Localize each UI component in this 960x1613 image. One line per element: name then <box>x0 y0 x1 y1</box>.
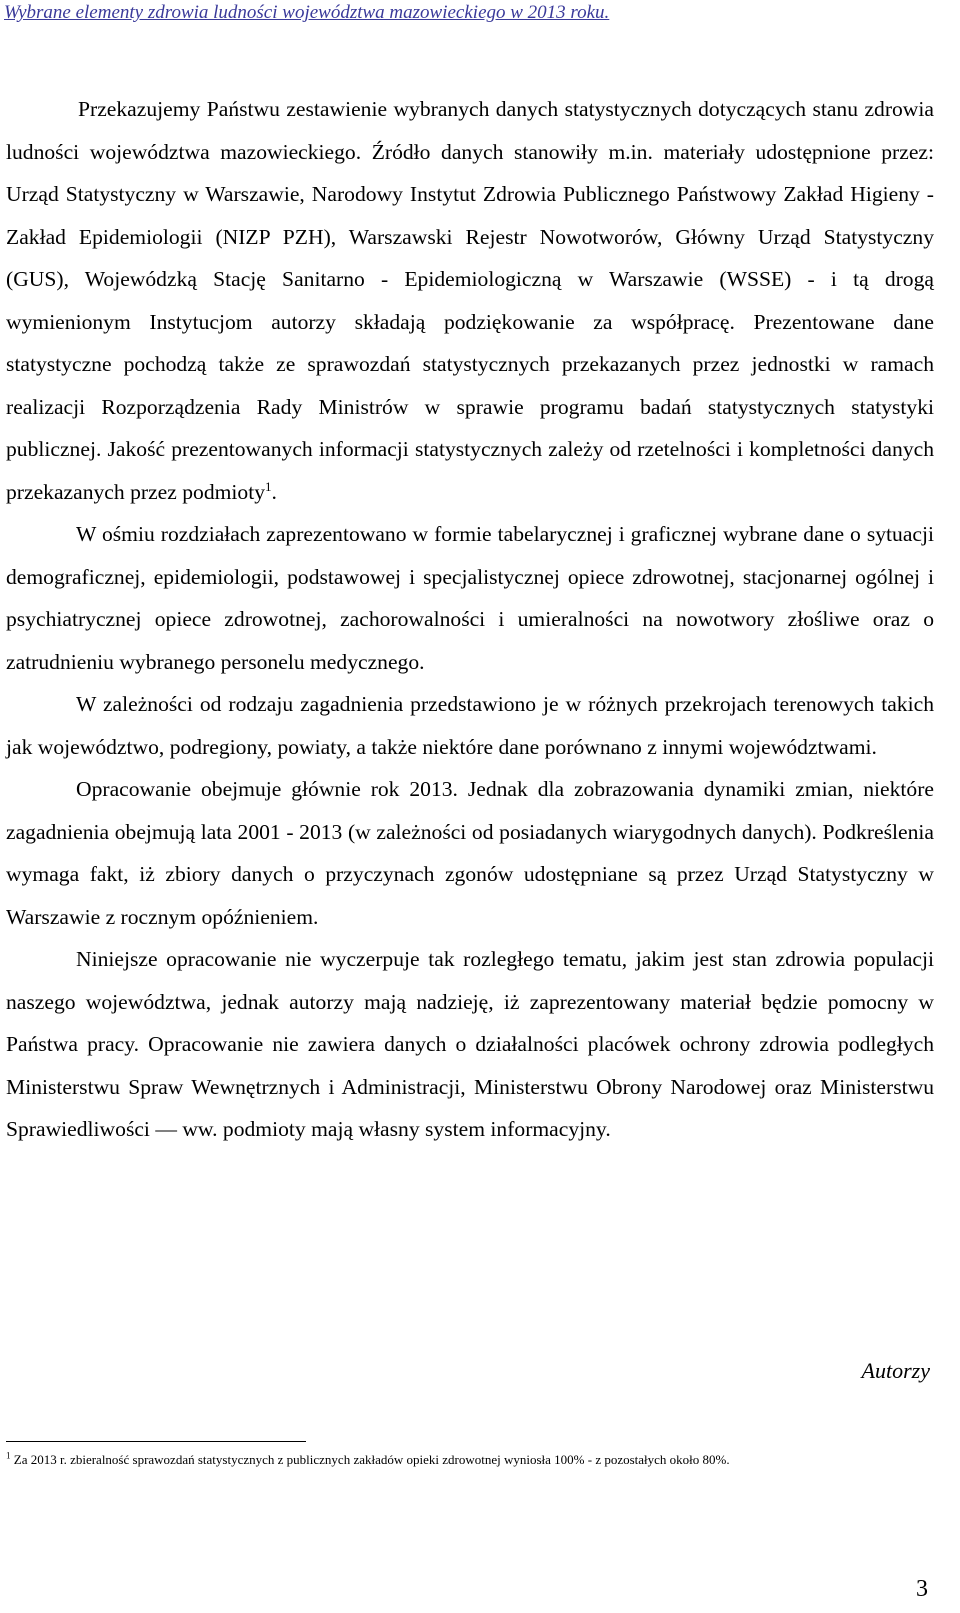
paragraph-intro-end: . <box>271 479 277 504</box>
paragraph-scope: Niniejsze opracowanie nie wyczerpuje tak rozległego tematu, jakim jest stan zdrowia populacji naszego województwa, jednak autorzy mają nadzieję, iż zaprezentowany materiał będzie pomocny w Państwa pracy. Opracowanie nie zawiera danych o działalności placówek ochrony zdrowia podległych Ministerstwu Spraw Wewnętrznych i Administracji, Ministerstwu Obrony Narodowej oraz Ministerstwu Sprawiedliwości — ww. podmioty mają własny system informacyjny. <box>6 947 934 1141</box>
footnote-mark: 1 <box>6 1450 11 1461</box>
paragraph-intro <box>6 88 934 513</box>
paragraph-chapters: W ośmiu rozdziałach zaprezentowano w formie tabelarycznej i graficznej wybrane dane o sytuacji demograficznej, epidemiologii, podstawowej i specjalistycznej opiece zdrowotnej, stacjonarnej ogólnej i psychiatrycznej opiece zdrowotnej, zachorowalności i umieralności na nowotwory złośliwe oraz o zatrudnieniu wybranego personelu medycznego. <box>6 522 934 674</box>
footnote-reference: 1 <box>265 478 272 494</box>
page-number: 3 <box>916 1576 928 1602</box>
running-header: Wybrane elementy zdrowia ludności województwa mazowieckiego w 2013 roku. <box>4 2 610 23</box>
footnote-text: Za 2013 r. zbieralność sprawozdań statystycznych z publicznych zakładów opieki zdrowotnej wyniosła 100% - z pozostałych około 80%. <box>10 1452 730 1467</box>
signature-authors: Autorzy <box>861 1358 930 1383</box>
paragraph-territorial: W zależności od rodzaju zagadnienia przedstawiono je w różnych przekrojach terenowych takich jak województwo, podregiony, powiaty, a także niektóre dane porównano z innymi województwami. <box>6 692 934 759</box>
document-body <box>6 88 934 1151</box>
paragraph-period: Opracowanie obejmuje głównie rok 2013. Jednak dla zobrazowania dynamiki zmian, niektóre zagadnienia obejmują lata 2001 - 2013 (w zależności od posiadanych wiarygodnych danych). Podkreślenia wymaga fakt, iż zbiory danych o przyczynach zgonów udostępniane są przez Urząd Statystyczny w Warszawie z rocznym opóźnieniem. <box>6 777 934 929</box>
paragraph-intro-text: Przekazujemy Państwu zestawienie wybranych danych statystycznych dotyczących stanu zdrowia ludności województwa mazowieckiego. Źródło danych stanowiły m.in. materiały udostępnione przez: Urząd Statystyczny w Warszawie, Narodowy Instytut Zdrowia Publicznego Państwowy Zakład Higieny - Zakład Epidemiologii (NIZP PZH), Warszawski Rejestr Nowotworów, Główny Urząd Statystyczny (GUS), Wojewódzką Stację Sanitarno - Epidemiologiczną w Warszawie (WSSE) - i tą drogą wymienionym Instytucjom autorzy składają podziękowanie za współpracę. Prezentowane dane statystyczne pochodzą także ze sprawozdań statystycznych przekazanych przez jednostki w ramach realizacji Rozporządzenia Rady Ministrów w sprawie programu badań statystycznych statystyki publicznej. Jakość prezentowanych informacji statystycznych zależy od rzetelności i kompletności danych przekazanych przez podmioty <box>6 97 934 504</box>
footnote-divider <box>6 1441 306 1442</box>
footnote <box>6 1452 730 1468</box>
